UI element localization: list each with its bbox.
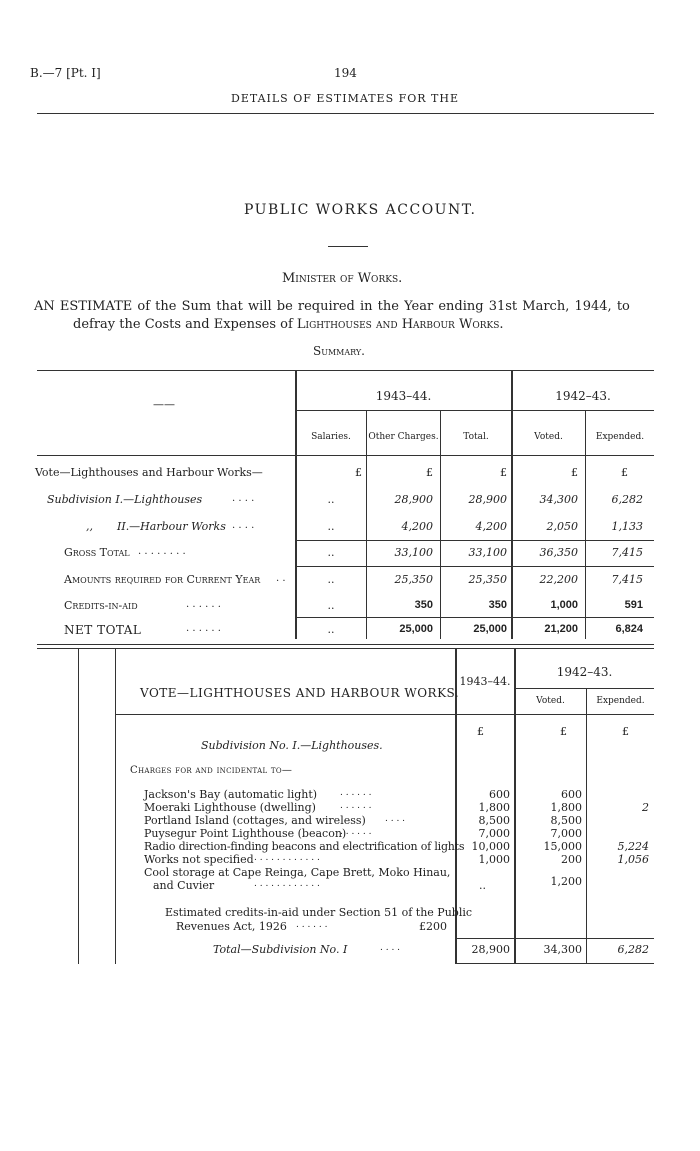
estimate-line-2-text: defray the Costs and Expenses of	[73, 317, 293, 332]
summary-cell: 7,415	[611, 573, 643, 586]
summary-cell: ..	[327, 546, 335, 559]
credits-note-line-1: Estimated credits-in-aid under Section 51 of the Public	[165, 906, 473, 919]
summary-currency: £	[500, 466, 507, 479]
summary-subtotal-rule	[296, 540, 654, 541]
leader-dots: . . . . . . . . . . . .	[254, 879, 320, 889]
summary-cell: ..	[327, 623, 335, 636]
page-title: PUBLIC WORKS ACCOUNT.	[244, 202, 477, 218]
detail-cell-1943: 7,000	[478, 827, 510, 840]
credits-note-amount: £200	[419, 920, 447, 933]
detail-cell-voted: 1,200	[550, 875, 582, 888]
summary-cell: 1,000	[550, 599, 578, 611]
detail-cell-expended: 5,224	[617, 840, 649, 853]
summary-group-1942: 1942–43.	[555, 389, 611, 403]
summary-cell: 25,350	[468, 573, 507, 586]
detail-cell-voted: 200	[561, 853, 582, 866]
summary-row-label: II.—Harbour Works	[117, 520, 226, 533]
summary-cell: 4,200	[475, 520, 507, 533]
estimate-line-1: AN ESTIMATE of the Sum that will be required in the Year ending 31st March, 1944, to	[34, 299, 630, 314]
summary-cell: 2,050	[546, 520, 578, 533]
detail-margin-line-1	[78, 648, 79, 964]
summary-col-other-charges: Other Charges.	[368, 432, 439, 442]
summary-cell: 350	[414, 599, 433, 611]
detail-total-voted: 34,300	[543, 943, 582, 956]
cool-storage-line-2: and Cuvier	[153, 879, 215, 892]
detail-item-label: Puysegur Point Lighthouse (beacon)	[144, 827, 347, 840]
summary-cell: ..	[327, 493, 335, 506]
summary-bottom-rule-2	[37, 648, 654, 649]
detail-currency: £	[560, 725, 567, 738]
summary-currency: £	[355, 466, 362, 479]
detail-cell-voted: 8,500	[550, 814, 582, 827]
detail-total-rule	[456, 938, 654, 939]
credits-note-line-2: Revenues Act, 1926	[176, 920, 287, 933]
detail-cell-voted: 600	[561, 788, 582, 801]
summary-row-label: Gross Total	[64, 546, 130, 559]
summary-currency: £	[621, 466, 628, 479]
minister-heading: Minister of Works.	[282, 271, 403, 286]
summary-group-1943: 1943–44.	[375, 389, 432, 403]
detail-cell-voted: 7,000	[550, 827, 582, 840]
detail-group-rule	[515, 688, 654, 689]
summary-cell: 4,200	[401, 520, 433, 533]
detail-item-label: Portland Island (cottages, and wireless)	[144, 814, 366, 827]
summary-bottom-rule	[37, 644, 654, 645]
leader-dots: . . . .	[232, 520, 255, 531]
summary-cell: ..	[327, 573, 335, 586]
header-rule	[37, 113, 654, 114]
summary-cell: 28,900	[394, 493, 433, 506]
subdivision-heading: Subdivision No. I.—Lighthouses.	[201, 739, 383, 752]
summary-col-salaries: Salaries.	[311, 432, 351, 442]
summary-heading: Summary.	[313, 344, 365, 358]
summary-cell: 25,350	[394, 573, 433, 586]
detail-col-expended: Expended.	[596, 696, 645, 706]
estimate-line-2-subject: Lighthouses and Harbour Works.	[296, 317, 504, 332]
summary-cell: ..	[327, 599, 335, 612]
summary-cell: 591	[624, 599, 643, 611]
detail-item-label: Radio direction-finding beacons and electrification of lights	[144, 840, 465, 853]
leader-dots: . . . . . .	[340, 788, 372, 798]
summary-col-expended: Expended.	[595, 432, 645, 442]
leader-dots: . . . .	[232, 493, 255, 504]
detail-item-label: Moeraki Lighthouse (dwelling)	[144, 801, 316, 814]
detail-cell-1943: 1,800	[478, 801, 510, 814]
summary-row-label: Amounts required for Current Year	[64, 573, 261, 586]
leader-dots: . . . .	[380, 943, 401, 953]
summary-currency: £	[426, 466, 433, 479]
detail-currency: £	[622, 725, 629, 738]
charges-heading: Charges for and incidental to—	[130, 765, 293, 776]
document-reference: B.—7 [Pt. I]	[30, 66, 101, 80]
summary-cell: 350	[488, 599, 507, 611]
detail-total-label: Total—Subdivision No. I	[213, 943, 348, 956]
detail-cell-1943: 600	[489, 788, 510, 801]
summary-row-prefix: ,,	[86, 520, 93, 533]
summary-cell: 33,100	[394, 546, 433, 559]
detail-cell-voted: 15,000	[543, 840, 582, 853]
summary-group-rule	[296, 410, 654, 411]
summary-row-label: NET TOTAL	[64, 623, 142, 637]
detail-cell-1943: 1,000	[478, 853, 510, 866]
running-title: DETAILS OF ESTIMATES FOR THE	[231, 92, 459, 105]
detail-cell-voted: 1,800	[550, 801, 582, 814]
leader-dots: . . . . . . . .	[138, 546, 186, 557]
detail-col-1943: 1943–44.	[459, 675, 511, 688]
summary-cell: 25,000	[399, 623, 433, 635]
summary-cell: 22,200	[539, 573, 578, 586]
title-rule	[328, 246, 368, 247]
summary-cell: 1,133	[611, 520, 643, 533]
leader-dots: . . . . . .	[186, 599, 221, 610]
summary-currency: £	[571, 466, 578, 479]
summary-cell: 7,415	[611, 546, 643, 559]
cool-storage-line-1: Cool storage at Cape Reinga, Cape Brett, Moko Hinau,	[144, 866, 451, 879]
summary-cell: 36,350	[539, 546, 578, 559]
page-number: 194	[334, 66, 357, 80]
detail-total-1943: 28,900	[471, 943, 510, 956]
detail-cell-1943: ..	[479, 879, 486, 892]
detail-header-rule	[116, 714, 654, 715]
summary-cell: 6,282	[611, 493, 643, 506]
leader-dots: . .	[276, 573, 286, 584]
leader-dots: . . . .	[385, 814, 406, 824]
leader-dots: . . . . . .	[186, 623, 221, 634]
summary-cell: 6,824	[615, 623, 643, 635]
summary-top-rule	[37, 370, 654, 371]
detail-total-expended: 6,282	[617, 943, 649, 956]
detail-cell-expended: 2	[642, 801, 649, 814]
summary-cell: 28,900	[468, 493, 507, 506]
summary-rule	[296, 617, 654, 618]
summary-cell: ..	[327, 520, 335, 533]
summary-header-rule	[37, 455, 654, 456]
detail-col-voted: Voted.	[536, 696, 565, 706]
summary-cell: 33,100	[468, 546, 507, 559]
detail-item-label: Jackson's Bay (automatic light)	[144, 788, 318, 801]
detail-currency: £	[477, 725, 484, 738]
summary-vote-label: Vote—Lighthouses and Harbour Works—	[35, 466, 263, 479]
summary-cell: 25,000	[473, 623, 507, 635]
summary-row-label: Credits-in-aid	[64, 599, 138, 612]
summary-rule	[296, 566, 654, 567]
summary-col-total: Total.	[463, 432, 489, 442]
leader-dots: . . . . . . . . . . . .	[254, 853, 320, 863]
summary-row-label: Subdivision I.—Lighthouses	[47, 493, 203, 506]
detail-margin-line-2	[115, 648, 116, 964]
summary-blank-dash: ——	[153, 398, 175, 411]
leader-dots: . . . . . .	[340, 827, 372, 837]
summary-cell: 21,200	[544, 623, 578, 635]
detail-bottom-rule	[456, 963, 654, 964]
leader-dots: . . . . . .	[340, 801, 372, 811]
estimate-line-2	[73, 317, 504, 332]
detail-cell-1943: 8,500	[478, 814, 510, 827]
summary-col-voted: Voted.	[534, 432, 563, 442]
detail-group-1942: 1942–43.	[556, 665, 613, 679]
leader-dots: . . . . . .	[296, 920, 328, 930]
detail-cell-expended: 1,056	[617, 853, 649, 866]
summary-cell: 34,300	[539, 493, 578, 506]
detail-title: VOTE—LIGHTHOUSES AND HARBOUR WORKS.	[140, 686, 460, 700]
detail-item-label: Works not specified	[144, 853, 254, 866]
detail-cell-1943: 10,000	[471, 840, 510, 853]
